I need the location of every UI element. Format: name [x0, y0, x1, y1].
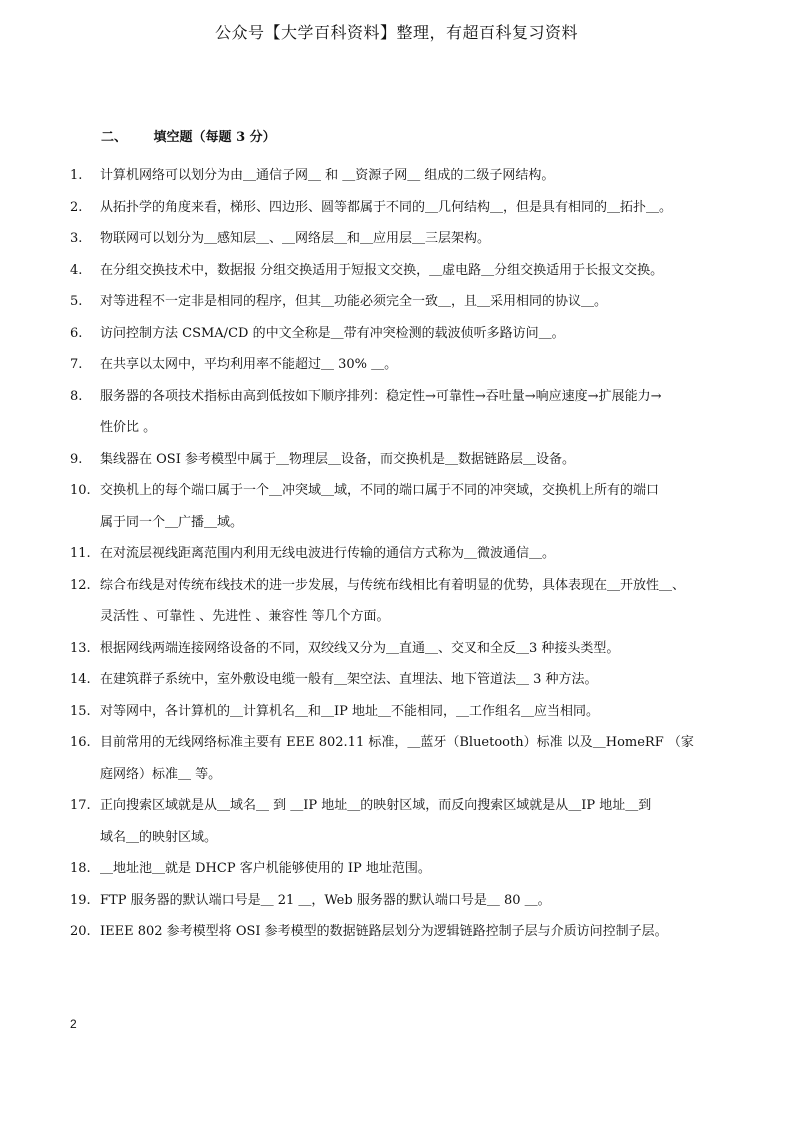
question-number: 12.: [70, 577, 91, 593]
question-number: 13.: [70, 640, 91, 656]
question-item: [70, 475, 730, 538]
question-list: [70, 160, 730, 948]
section-heading: [101, 126, 276, 145]
question-number: 3.: [70, 231, 83, 246]
question-number: 16.: [70, 735, 91, 750]
question-text: 交换机上的每个端口属于一个＿冲突域＿域，不同的端口属于不同的冲突域，交换机上所有的端口: [100, 483, 660, 498]
question-text: 根据网线两端连接网络设备的不同，双绞线又分为＿直通＿、交叉和全反＿3 种接头类型。: [100, 640, 620, 656]
question-item: [70, 349, 730, 381]
question-text: 访问控制方法 CSMA/CD 的中文全称是＿带有冲突检测的载波侦听多路访问＿。: [100, 325, 565, 341]
question-text: 服务器的各项技术指标由高到低按如下顺序排列：稳定性→可靠性→吞吐量→响应速度→扩展能力→: [100, 388, 662, 404]
question-item: [70, 255, 730, 287]
question-item: [70, 664, 730, 696]
question-number: 17.: [70, 798, 91, 813]
question-number: 6.: [70, 325, 83, 341]
question-number: 7.: [70, 357, 83, 372]
question-text: 对等进程不一定非是相同的程序，但其＿功能必须完全一致＿，且＿采用相同的协议＿。: [100, 294, 608, 309]
question-text: 域名＿的映射区域。: [100, 829, 218, 845]
question-item: [70, 633, 730, 665]
question-number: 19.: [70, 892, 91, 908]
question-number: 2.: [70, 199, 83, 215]
question-text: 灵活性 、可靠性 、先进性 、兼容性 等几个方面。: [100, 609, 390, 624]
question-item: [70, 570, 730, 633]
question-item: [70, 286, 730, 318]
question-item: [70, 885, 730, 917]
question-item: [70, 444, 730, 476]
section-number: 二、: [101, 130, 128, 145]
question-text: 在对流层视线距离范围内利用无线电波进行传输的通信方式称为＿微波通信＿。: [100, 546, 556, 561]
question-text: 综合布线是对传统布线技术的进一步发展，与传统布线相比有着明显的优势，具体表现在＿开放性＿、: [100, 577, 686, 593]
question-text: 性价比 。: [100, 420, 157, 435]
question-text: 正向搜索区域就是从＿域名＿ 到 ＿IP 地址＿的映射区域，而反向搜索区域就是从＿IP 地址＿到: [100, 798, 652, 813]
question-number: 15.: [70, 703, 91, 719]
question-text: 在共享以太网中，平均利用率不能超过＿ 30% ＿。: [100, 357, 398, 372]
question-item: [70, 223, 730, 255]
question-item: [70, 538, 730, 570]
question-text: 属于同一个＿广播＿域。: [100, 514, 244, 530]
question-item: [70, 696, 730, 728]
question-text: ＿地址池＿就是 DHCP 客户机能够使用的 IP 地址范围。: [100, 861, 431, 876]
question-item: [70, 853, 730, 885]
question-text: 在建筑群子系统中，室外敷设电缆一般有＿架空法、直埋法、地下管道法＿ 3 种方法。: [100, 672, 598, 687]
question-item: [70, 318, 730, 350]
section-title: 填空题（每题 3 分）: [153, 130, 276, 145]
question-text: FTP 服务器的默认端口号是＿ 21 ＿，Web 服务器的默认端口号是＿ 80 ＿。: [100, 892, 551, 908]
question-item: [70, 381, 730, 444]
question-text: 庭网络）标准＿ 等。: [100, 766, 222, 782]
question-item: [70, 727, 730, 790]
page-number: 2: [70, 1017, 77, 1031]
question-number: 1.: [70, 168, 83, 183]
question-number: 8.: [70, 388, 83, 404]
question-number: 20.: [70, 924, 91, 939]
page-header: 公众号【大学百科资料】整理，有超百科复习资料: [214, 23, 578, 42]
question-number: 18.: [70, 861, 91, 876]
question-text: 在分组交换技术中，数据报 分组交换适用于短报文交换，＿虚电路＿分组交换适用于长报文交换。: [100, 262, 664, 278]
question-item: [70, 192, 730, 224]
question-text: 集线器在 OSI 参考模型中属于＿物理层＿设备，而交换机是＿数据链路层＿设备。: [100, 451, 575, 467]
question-text: 物联网可以划分为＿感知层＿、＿网络层＿和＿应用层＿三层架构。: [100, 231, 491, 246]
question-number: 10.: [70, 483, 91, 498]
question-text: 计算机网络可以划分为由＿通信子网＿ 和 ＿资源子网＿ 组成的二级子网结构。: [100, 168, 555, 183]
question-item: [70, 790, 730, 853]
question-text: 对等网中，各计算机的＿计算机名＿和＿IP 地址＿不能相同，＿工作组名＿应当相同。: [100, 703, 600, 719]
question-number: 9.: [70, 451, 83, 467]
question-number: 11.: [70, 546, 91, 561]
question-text: 目前常用的无线网络标准主要有 EEE 802.11 标准，＿蓝牙（Bluetooth）标准 以及＿HomeRF （家: [100, 735, 694, 750]
question-text: IEEE 802 参考模型将 OSI 参考模型的数据链路层划分为逻辑链路控制子层与介质访问控制子层。: [100, 924, 668, 939]
question-number: 4.: [70, 262, 83, 278]
question-number: 14.: [70, 672, 91, 687]
question-number: 5.: [70, 294, 83, 309]
question-item: [70, 160, 730, 192]
question-item: [70, 916, 730, 948]
question-text: 从拓扑学的角度来看，梯形、四边形、圆等都属于不同的＿几何结构＿，但是具有相同的＿拓扑＿。: [100, 199, 673, 215]
